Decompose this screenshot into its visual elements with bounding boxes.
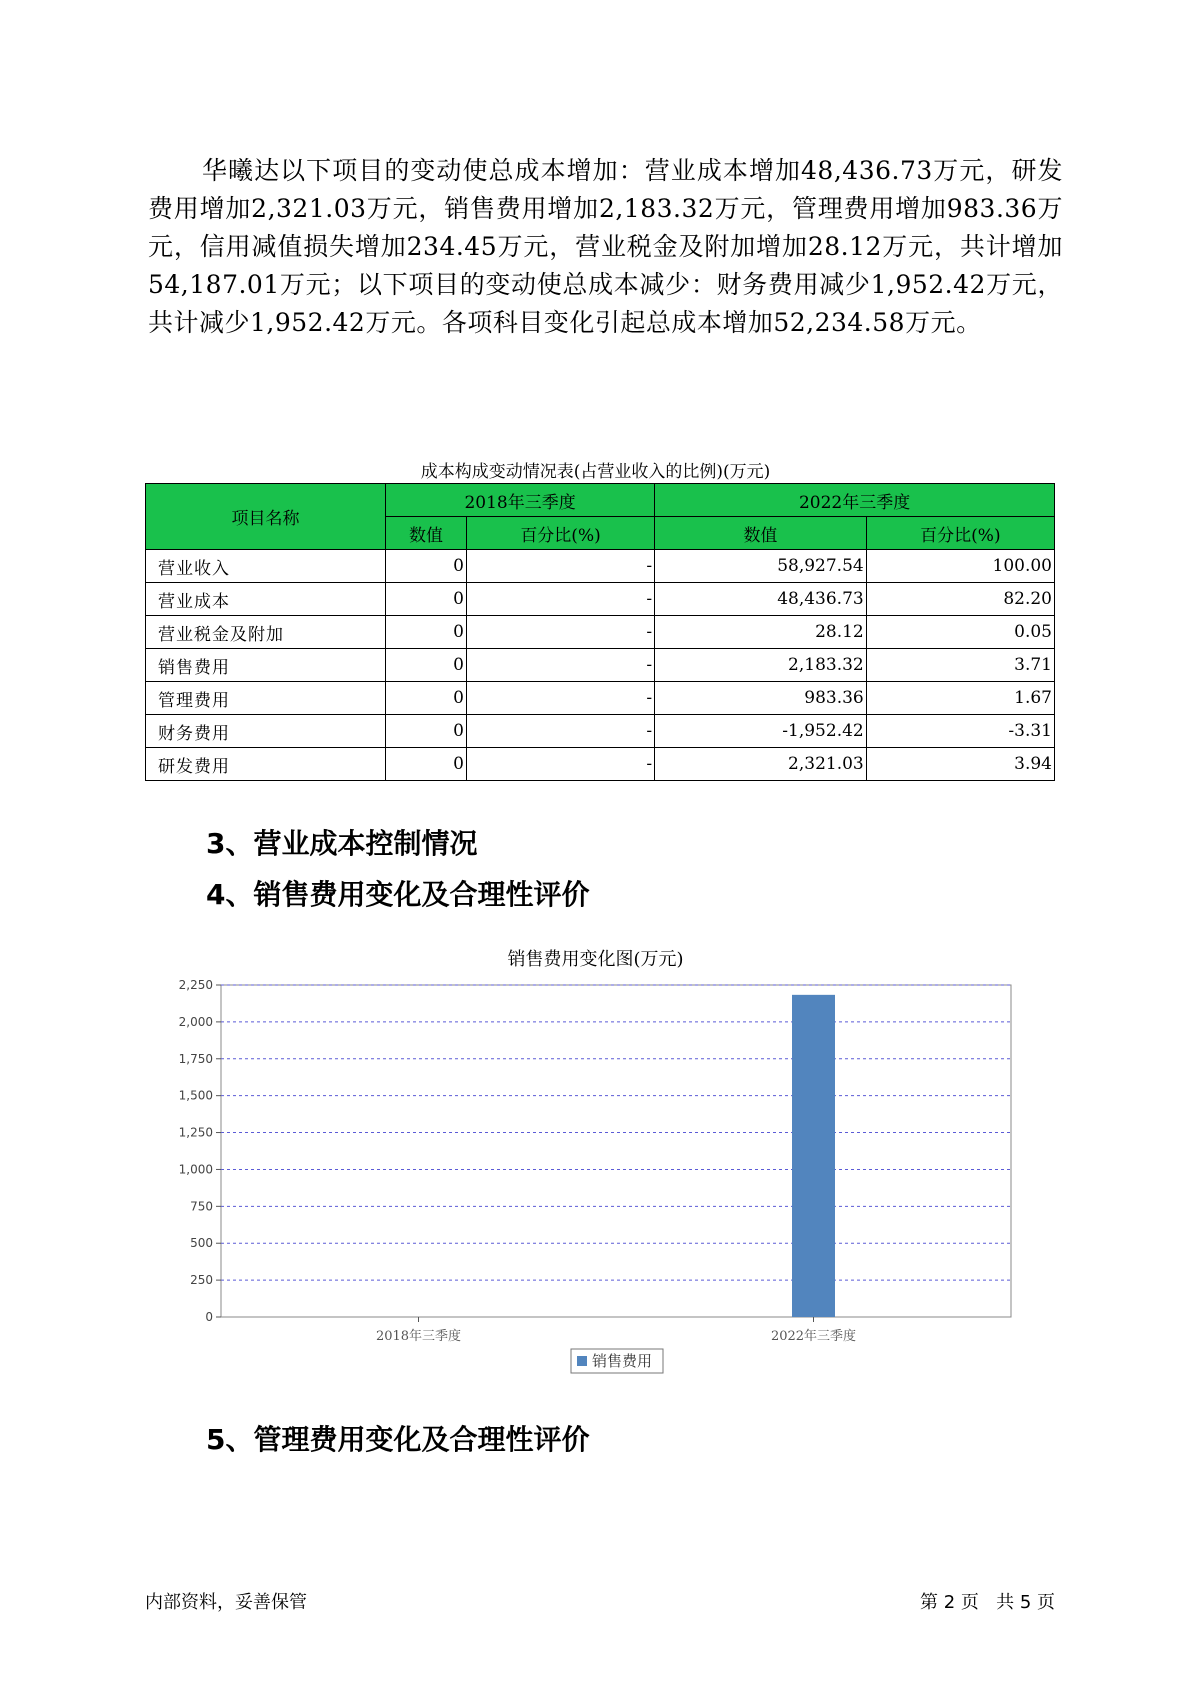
cell-value-2022: 983.36: [655, 682, 867, 715]
cell-value-2022: 2,183.32: [655, 649, 867, 682]
y-tick-label: 500: [190, 1236, 213, 1251]
header-period-2022: 2022年三季度: [655, 484, 1055, 517]
header-period-2018: 2018年三季度: [386, 484, 655, 517]
cell-value-2022: 2,321.03: [655, 748, 867, 781]
cell-percent-2022: 100.00: [866, 550, 1054, 583]
cell-percent-2018: -: [466, 748, 654, 781]
cell-value-2022: -1,952.42: [655, 715, 867, 748]
y-tick-label: 1,750: [178, 1051, 213, 1066]
cell-row-name: 财务费用: [146, 715, 386, 748]
plot-area: [221, 985, 1011, 1317]
table-row: [146, 715, 1055, 748]
chart-title: 销售费用变化图(万元): [507, 949, 684, 970]
y-tick-label: 2,250: [178, 978, 213, 992]
table-row: [146, 748, 1055, 781]
table-row: [146, 649, 1055, 682]
x-tick-label: 2022年三季度: [770, 1329, 857, 1344]
y-tick-label: 1,000: [178, 1162, 213, 1177]
cell-value-2022: 48,436.73: [655, 583, 867, 616]
cell-percent-2018: -: [466, 616, 654, 649]
cell-row-name: 研发费用: [146, 748, 386, 781]
y-tick-label: 1,250: [178, 1125, 213, 1140]
cell-value-2018: 0: [386, 550, 467, 583]
y-tick-label: 2,000: [178, 1014, 213, 1029]
cell-row-name: 管理费用: [146, 682, 386, 715]
x-tick-label: 2018年三季度: [375, 1329, 462, 1344]
section-heading-3: 3、营业成本控制情况: [206, 827, 478, 860]
sales-expense-bar-chart: [150, 975, 1050, 1390]
header-value-2018: 数值: [386, 517, 467, 550]
y-tick-label: 1,500: [178, 1088, 213, 1103]
table-row: [146, 583, 1055, 616]
table-caption: 成本构成变动情况表(占营业收入的比例)(万元): [420, 462, 771, 482]
section-heading-4: 4、销售费用变化及合理性评价: [206, 878, 590, 911]
table-row: [146, 550, 1055, 583]
cell-percent-2022: -3.31: [866, 715, 1054, 748]
section-heading-5: 5、管理费用变化及合理性评价: [206, 1423, 590, 1456]
header-percent-2022: 百分比(%): [866, 517, 1054, 550]
footer-left: 内部资料，妥善保管: [145, 1592, 307, 1613]
cell-row-name: 营业税金及附加: [146, 616, 386, 649]
cell-value-2022: 58,927.54: [655, 550, 867, 583]
table-row: [146, 616, 1055, 649]
header-value-2022: 数值: [655, 517, 867, 550]
legend-label: 销售费用: [592, 1352, 653, 1370]
table-row: [146, 682, 1055, 715]
body-paragraph: 华曦达以下项目的变动使总成本增加：营业成本增加48,436.73万元，研发费用增加2,321.03万元，销售费用增加2,183.32万元，管理费用增加983.36万元，信用减值损失增加234.45万元，营业税金及附加增加28.12万元，共计增加54,187.01万元；以下项目的变动使总成本减少：财务费用减少1,952.42万元，共计减少1,952.42万元。各项科目变化引起总成本增加52,234.58万元。: [148, 156, 1063, 337]
cell-percent-2018: -: [466, 649, 654, 682]
bar-1: [792, 995, 835, 1317]
legend-swatch: [577, 1356, 587, 1366]
cell-percent-2022: 3.94: [866, 748, 1054, 781]
cell-value-2018: 0: [386, 649, 467, 682]
y-tick-label: 0: [205, 1310, 213, 1324]
cell-percent-2022: 1.67: [866, 682, 1054, 715]
header-item-name: 项目名称: [146, 484, 386, 550]
cell-value-2018: 0: [386, 682, 467, 715]
cell-percent-2018: -: [466, 715, 654, 748]
header-percent-2018: 百分比(%): [466, 517, 654, 550]
cell-percent-2022: 82.20: [866, 583, 1054, 616]
cell-percent-2022: 3.71: [866, 649, 1054, 682]
cell-value-2018: 0: [386, 616, 467, 649]
cell-value-2018: 0: [386, 748, 467, 781]
cell-value-2018: 0: [386, 715, 467, 748]
footer-page-number: 第 2 页 共 5 页: [920, 1592, 1055, 1613]
cell-value-2022: 28.12: [655, 616, 867, 649]
cell-row-name: 销售费用: [146, 649, 386, 682]
cell-percent-2018: -: [466, 682, 654, 715]
y-tick-label: 250: [190, 1273, 213, 1288]
cost-structure-table: [145, 483, 1055, 781]
cell-row-name: 营业成本: [146, 583, 386, 616]
cell-value-2018: 0: [386, 583, 467, 616]
cell-percent-2018: -: [466, 550, 654, 583]
cell-percent-2018: -: [466, 583, 654, 616]
y-tick-label: 750: [190, 1199, 213, 1214]
cell-row-name: 营业收入: [146, 550, 386, 583]
cell-percent-2022: 0.05: [866, 616, 1054, 649]
